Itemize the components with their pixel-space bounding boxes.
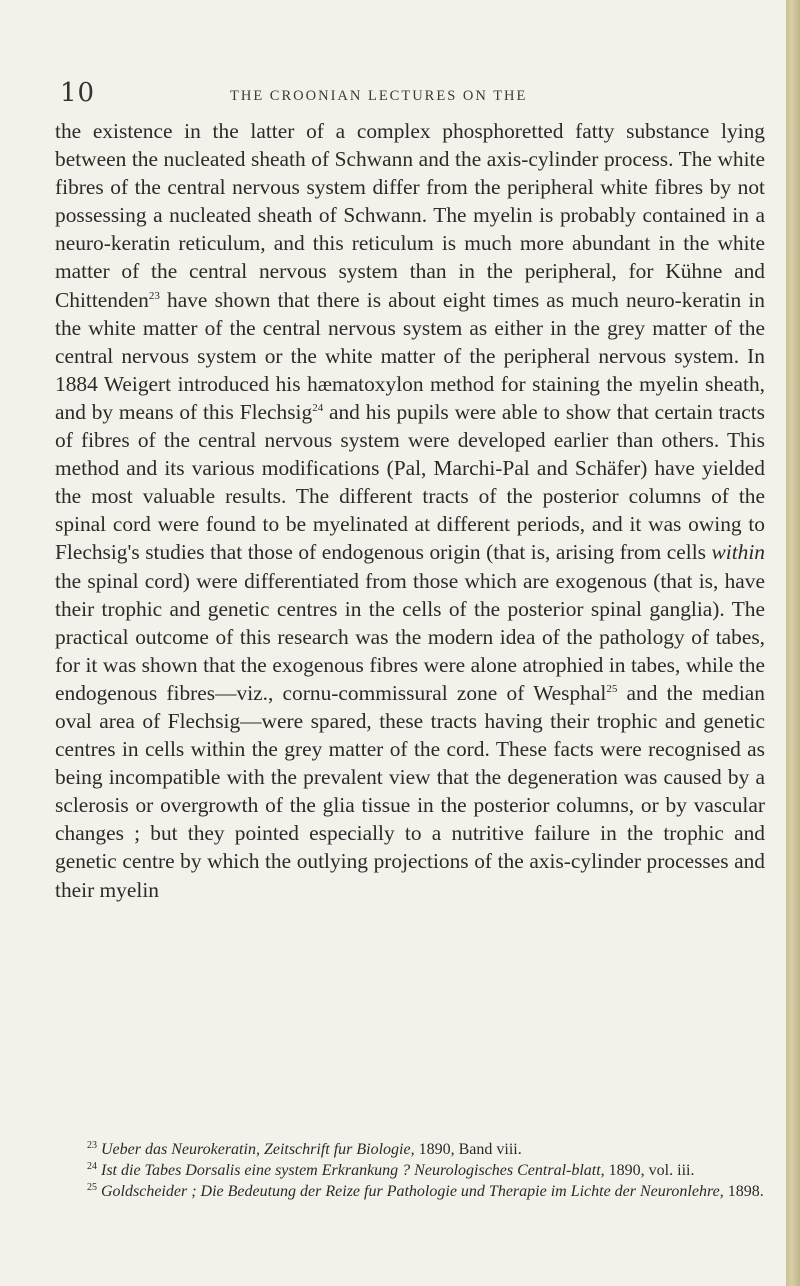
footnote-rest: 1898. [723,1183,764,1200]
footnote-title: Ueber das Neurokeratin, Zeitschrift fur Biologie, [101,1141,415,1158]
page-number: 10 [60,78,96,108]
footnote-number: 24 [87,1161,97,1172]
text-segment: and the median oval area of Flechsig—were spared, these tracts having their trophic and genetic centres in cells within the grey matter of the cord. These facts were recognised as being incompatible with the prevalent view that the degeneration was caused by a sclerosis or overgrowth of the glia tissue in the posterior columns, or by vascular changes ; but they pointed especially to a nutritive failure in the trophic and genetic centre by which the outlying projections of the axis-cylinder processes and their myelin [55,680,765,902]
footnote-25 [55,1181,765,1202]
text-segment: the existence in the latter of a complex phosphoretted fatty substance lying between the nucleated sheath of Schwann and the axis-cylinder process. The white fibres of the central nervous system differ from the peripheral white fibres by not possessing a nucleated sheath of Schwann. The myelin is probably contained in a neuro-keratin reticulum, and this reticulum is much more abundant in the white matter of the central nervous system than in the peripheral, for Kühne and Chittenden [55,119,765,312]
footnote-rest: 1890, vol. iii. [604,1162,695,1179]
footnote-24 [55,1160,765,1181]
text-segment: the spinal cord) were differentiated from those which are exogenous (that is, have their trophic and genetic centres in the cells of the posterior spinal ganglia). The practical outcome of this research was the modern idea of the pathology of tabes, for it was shown that the exogenous fibres were alone atrophied in tabes, while the endogenous fibres—viz., cornu-commissural zone of Wesphal [55,568,765,705]
paragraph [55,117,765,904]
body-text [55,117,765,904]
text-segment: have shown that there is about eight times as much neuro-keratin in the white matter of the central nervous system as either in the grey matter of the central nervous system or the white matter of the peripheral nervous system. In 1884 Weigert introduced his hæmatoxylon method for staining the myelin sheath, and by means of this Flechsig [55,287,765,424]
footnote-number: 25 [87,1182,97,1193]
footnote-23 [55,1139,765,1160]
running-head: THE CROONIAN LECTURES ON THE [230,88,528,104]
footnote-number: 23 [87,1140,97,1151]
footnote-ref-23: 23 [148,289,160,302]
footnotes [55,1139,765,1202]
footnote-ref-25: 25 [606,682,618,695]
text-segment: and his pupils were able to show that certain tracts of fibres of the central nervous system were developed earlier than others. This method and its various modifications (Pal, Marchi-Pal and Schäfer) have yielded the most valuable results. The different tracts of the posterior columns of the spinal cord were found to be myelinated at different periods, and it was owing to Flechsig's studies that those of endogenous origin (that is, arising from cells [55,399,765,565]
footnote-title: Goldscheider ; Die Bedeutung der Reize fur Pathologie und Therapie im Lichte der Neuronlehre, [101,1183,724,1200]
emphasis-within: within [711,540,765,565]
page-edge [786,0,800,1286]
footnote-title: Ist die Tabes Dorsalis eine system Erkrankung ? Neurologisches Central-blatt, [101,1162,605,1179]
footnote-rest: 1890, Band viii. [414,1141,522,1158]
footnote-ref-24: 24 [312,401,324,414]
